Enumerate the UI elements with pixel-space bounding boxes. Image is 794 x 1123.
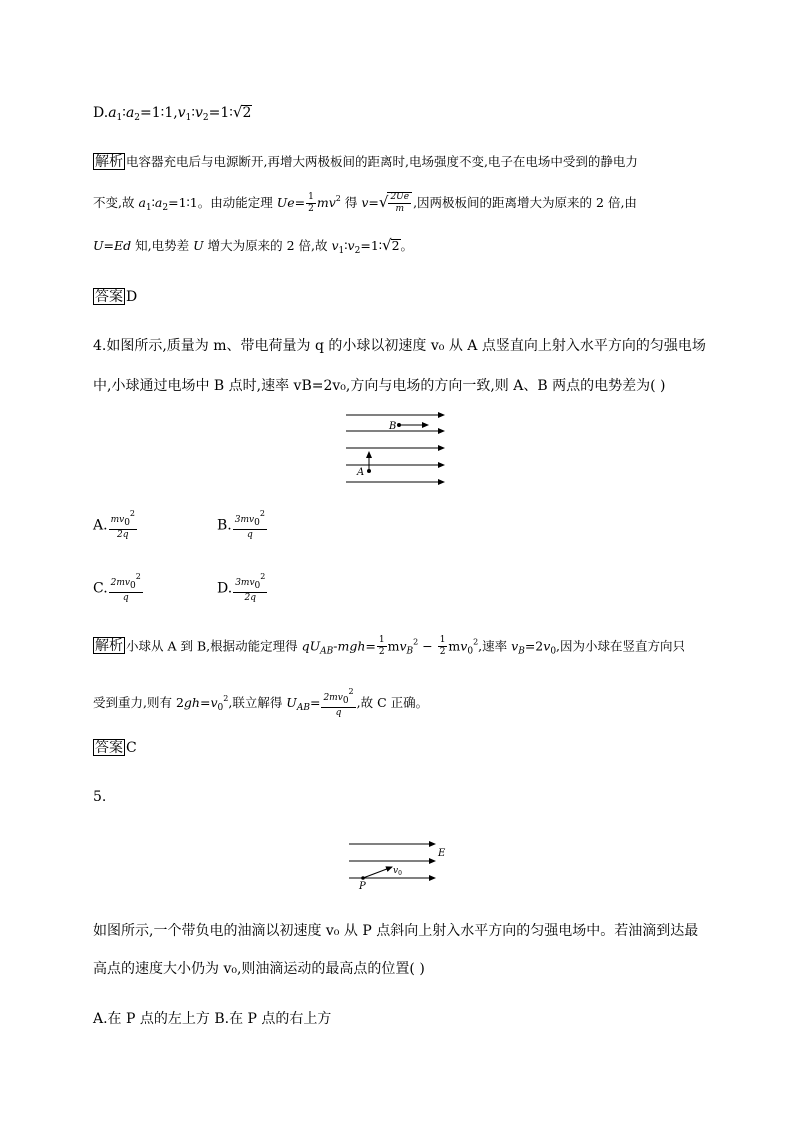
label-e: E xyxy=(438,848,446,859)
q4-option-b[interactable]: B. $\frac{3mv_0^2}{q}$ xyxy=(217,509,265,541)
q3-analysis-line-1: 解析 电容器充电后与电源断开,再增大两极板间的距离时,电场强度不变,电子在电场中受到的静电力 xyxy=(95,154,638,170)
q5-stem-line-1: 如图所示,一个带负电的油滴以初速度 v₀ 从 P 点斜向上射入水平方向的匀强电场中。若油滴到达最 xyxy=(93,923,699,939)
q5-field-figure xyxy=(345,835,455,893)
q5-stem-line-2: 高点的速度大小仍为 v₀,则油滴运动的最高点的位置( ) xyxy=(93,961,425,977)
label-b: B xyxy=(389,421,397,432)
q4-analysis-line-2: 受到重力,则有 $2gh=v_0^2$,联立解得 $U_{AB}=$ $\frac{2mv_0^2}{q}$ ,故 C 正确。 xyxy=(93,687,429,719)
answer-tag: 答案 xyxy=(95,740,123,756)
q4-field-figure xyxy=(340,405,452,490)
q3-option-d[interactable]: $D.a_1∶a_2=1∶1,v_1∶v_2=1∶√2$ xyxy=(93,103,252,123)
q5-options-line[interactable]: A.在 P 点的左上方 B.在 P 点的右上方 xyxy=(93,1011,332,1027)
q4-stem-line-1: 4.如图所示,质量为 m、带电荷量为 q 的小球以初速度 v₀ 从 A 点竖直向上射入水平方向的匀强电场 xyxy=(93,338,706,354)
q3-analysis-line-2: 不变,故 $a_1∶a_2=1∶1$。由动能定理 Ue= $\frac{1}{2}$ $mv^2$ 得 v=√ $\frac{2Ue}{m}$ ,因两极板间的距离增大为原来的 2 倍,由 xyxy=(93,191,637,215)
q4-option-d[interactable]: D. $\frac{3mv_0^2}{2q}$ xyxy=(217,572,266,604)
label-p: P xyxy=(359,881,366,892)
velocity-v0-arrow xyxy=(363,867,392,878)
q3-analysis-line-3: U=Ed 知,电势差 U 增大为原来的 2 倍,故 $v_1∶v_2=1∶√2$。 xyxy=(93,236,414,256)
q5-number: 5. xyxy=(93,789,107,805)
label-a: A xyxy=(357,467,365,478)
q4-option-a[interactable]: A. $\frac{mv_0^2}{2q}$ xyxy=(93,509,136,541)
q4-answer: 答案 C xyxy=(95,740,137,756)
analysis-tag: 解析 xyxy=(95,154,123,170)
q4-stem-line-2: 中,小球通过电场中 B 点时,速率 vB=2v₀,方向与电场的方向一致,则 A、B 两点的电势差为( ) xyxy=(93,378,666,394)
answer-tag: 答案 xyxy=(95,289,123,305)
q4-option-c[interactable]: C. $\frac{2mv_0^2}{q}$ xyxy=(93,572,141,604)
q3-answer: 答案 D xyxy=(95,289,138,305)
label-v0: $v_0$ xyxy=(393,866,402,877)
analysis-tag: 解析 xyxy=(95,638,123,655)
q4-analysis-line-1: 解析 小球从 A 到 B,根据动能定理得 $qU_{AB}-mgh=$ $\frac{1}{2}$ $mv_B^2$ − $\frac{1}{2}$ $mv_0^2$,速率 $v_B=2v_0$,因为小球在竖直方向只 xyxy=(95,635,686,658)
